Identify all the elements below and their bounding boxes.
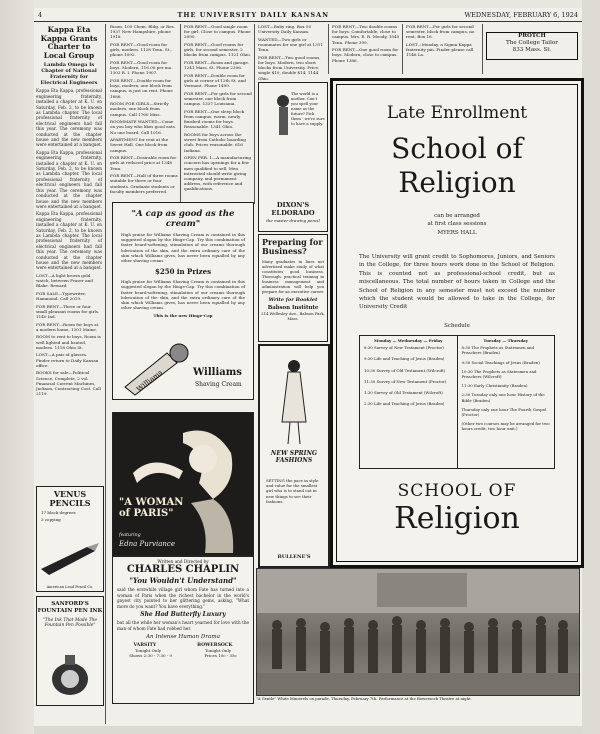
classified-ad: LOST—Monday, a Sigma Kappa fraternity pin. Finder please call 1146 La.: [406, 42, 474, 58]
photo-caption: "A Gentle" White Minstrels on parade, Thursday, February 7th. Performance at the Bowersock Theatre at night.: [256, 696, 472, 701]
course-entry: 11:30 Survey of New Testament (Proctor): [364, 378, 447, 384]
williams-body-cont: High praise for Williams Shaving Cream is contained in this suggested slogan by the Hinge-Cap. Try this combination of faster beard-softening, stimulation of our creams thorough lubrication of the skin, and the extra ordinary care of the skin which Williams gives, has never been equalled by any other shaving cream.: [121, 279, 245, 311]
column-rule: [180, 24, 181, 204]
classified-ad: FOR RENT—Good room for girls, modern. 1128 Tenn. St., phone 1092.: [110, 42, 172, 58]
classified-ad: FOR RENT—Good rooms for girls, for second semester, 2 blocks from campus. 1121 Ohio.: [184, 42, 251, 58]
williams-headline: "A cap as good as the cream": [131, 209, 235, 229]
credit-paragraph: The University will grant credit to Sophomores, Juniors, and Seniors in the College, for three hours work done in the School of Religion. This is counted not as professional-school credit, but as miscellaneous. The total number of hours taken in College and the School of Religion in any semester must not exceed the number which the student would be allowed to take in the College, for University Credit: [359, 254, 555, 311]
kappa-subhead: Lambda Omega Is Chapter of National Fraternity for Electrical Engineers: [40, 62, 98, 87]
fashion-title: NEW SPRING FASHIONS: [270, 450, 318, 464]
classifieds-column-4: [332, 24, 400, 76]
classified-ad: FOR RENT—One good room for boys. Modern, close to campus. Phone 1386.: [332, 47, 399, 63]
classified-ad: FOR RENT—Double room for girls at corner of 12th St. and Vermont. Phone 1499.: [184, 72, 246, 89]
issue-date: WEDNESDAY, FEBRUARY 6, 1924: [464, 10, 578, 19]
dixon-body: The world is a mother. Can't you spell your name as the future? Pick them - we're sure to have a supply.: [291, 91, 325, 126]
course-entry: 2:30 Tuesday only one hour History of the Bible (Braden): [461, 392, 545, 403]
williams-body: High praise for Williams Shaving Cream is contained in this suggested slogan by the Hinge-Cap. Try this combination of faster beard-softening, stimulation of our creams thorough lubrication of the skin, and the extra ordinary care of the skin which Williams gives, has never been equalled by any other shaving cream.: [121, 232, 245, 264]
newspaper-page: [34, 8, 582, 726]
course-entry: 10:30 Survey of Old Testament (Wilcroft): [364, 367, 446, 373]
classified-ad: FOR RENT—For girls for second semester, one block from campus. 1337 Louisiana.: [184, 90, 252, 107]
late-enrollment-heading: Late Enrollment: [386, 103, 528, 123]
scan-edge-left: [0, 0, 34, 734]
schedule-title: Schedule: [444, 323, 470, 329]
school-of-religion-ad: [330, 78, 584, 568]
fashion-body: SETTING the pace in style and value for the smallest girl who is to stand out in new things to see their fashions.: [266, 478, 319, 504]
theater-name: BOWERSOCK: [197, 642, 233, 648]
tt-column: [457, 336, 555, 468]
kappa-article: [36, 24, 102, 484]
preparing-write: Write for Booklet: [268, 297, 318, 303]
first-class-sessions: at first class sessions: [427, 221, 487, 227]
sanfords-title: SANFORD'S FOUNTAIN PEN INK: [37, 601, 103, 614]
protch-address: 833 Mass. St.: [512, 47, 552, 53]
williams-note: This is the new Hinge-Cap: [153, 313, 213, 319]
religion-footer: Religion: [394, 501, 520, 536]
page-number: 4: [38, 10, 43, 19]
myers-hall: MYERS HALL: [437, 230, 477, 236]
school-of-footer: SCHOOL OF: [397, 481, 517, 501]
course-entry: 8:30 Survey of New Testament (Proctor): [364, 345, 444, 351]
fashion-figure-illustration: [262, 352, 326, 448]
dixon-brand: DIXON'S ELDORADO: [271, 201, 315, 217]
williams-brand: Williams: [193, 367, 242, 378]
scan-edge-bottom: [34, 726, 582, 734]
charlie-chaplin-film-ad: [112, 556, 254, 704]
classified-ad: FOR RENT—Double room for boys, modern, one block from campus, is just on rent. Phone 1886.: [110, 78, 173, 99]
classifieds-column-5: [406, 24, 480, 76]
minstrels-parade-photo: [256, 568, 580, 696]
theater-time: Tonight Only: [204, 647, 232, 653]
course-entry: 2:30 Life and Teaching of Jesus (Braden): [364, 401, 445, 407]
lost-found-item: FOR RENT—Room for boys at a modern home, 1301 Maine.: [36, 321, 99, 332]
film-luxury-heading: She Had Butterfly Luxury: [140, 611, 226, 619]
film-featuring: featuring: [119, 533, 141, 538]
venus-pencils-ad: [36, 486, 104, 592]
williams-shaving-cream-ad: [112, 202, 254, 400]
kappa-body-cont: Kappa Eta Kappa, professional engineering fraternity, installed a chapter at K. U. on Saturday, Feb. 2, to be known as Lambda chapter. The local professional fraternity of electrical engineers had fall this year. The ceremony was conducted at the chapter house and the new members were entertained at a banquet.: [36, 211, 102, 271]
classified-ad: ROOMMATE WANTED—Come on you boy who likes good eats. No one board. Call 1016.: [110, 119, 177, 135]
lost-found-item: LOST—A light brown gold watch, between Fraser and Blake. Reward.: [36, 272, 93, 289]
babson-address: 214 Wellesley Ave., Babson Park, Mass.: [261, 311, 325, 321]
babson-institute-ad: [258, 234, 328, 342]
course-entry: 1:30 Survey of Old Testament (Wilcroft): [364, 390, 443, 396]
classified-ad: Room, 105 Chem. Bldg. or Res. 1937 New Hampshire, phone 1918.: [110, 24, 176, 40]
film-tagline: "You Wouldn't Understand": [129, 576, 237, 585]
course-entry: 10:30 The Prophets as Statesmen and Preachers (Wilcroft): [461, 368, 537, 380]
classifieds-column-1: [110, 24, 178, 200]
classified-ad: LOST—Ruby ring. Box 50 University Daily Kansan.: [258, 24, 312, 35]
can-be-arranged: can be arranged: [434, 213, 480, 219]
religion-heading: Religion: [398, 166, 516, 199]
column-rule: [402, 24, 403, 74]
theater-name: VARSITY: [133, 642, 157, 648]
film-star: Edna Purviance: [119, 540, 175, 548]
classified-ad: FOR RENT—Good room for boys. Modern, 116.00 per mo. 1302 R. I. Phone 1907.: [110, 60, 173, 76]
classifieds-column-3: [258, 24, 326, 81]
course-entry: Thursday only one hour The Fourth Gospel (Proctor): [461, 406, 547, 418]
masthead: [34, 8, 582, 22]
course-entry: 9:30 Life and Teaching of Jesus (Braden): [364, 356, 445, 362]
newspaper-title: THE UNIVERSITY DAILY KANSAN: [177, 10, 330, 19]
schedule-table: [359, 335, 555, 469]
dixon-eldorado-ad: [258, 82, 328, 232]
venus-company: American Lead Pencil Co.: [46, 585, 94, 589]
classified-ad: ROOMS for boys across the street from Catholic boarding club. Prices reasonable. 616 Indiana.: [184, 132, 246, 153]
sanfords-ink-ad: [36, 596, 104, 706]
preparing-body: Many graduates in lines not advertised make study of what constitutes good business. Thorough, practical training in business management and administration will help you prepare for an executive career.: [262, 259, 324, 294]
sanfords-slogan: "The Ink That Made The Fountain Pen Possible": [42, 618, 98, 629]
lost-found-item: FOR RENT—Three or four small pleasant rooms for girls. 1140 Ind.: [36, 303, 100, 319]
course-entry: 8:30 The Prophets as Statesmen and Preachers (Braden): [461, 345, 535, 356]
show-times: Shows 2:30 - 7:30 - 9: [129, 652, 172, 658]
ticket-prices: Prices 10c - 35c: [204, 652, 237, 658]
classified-ad: FOR RENT—Two good rooms, for boys. Modern, two short blocks from University. Price, single $10, double $14. 1144 Ohio.: [258, 54, 321, 81]
svg-text:Williams: Williams: [135, 368, 165, 394]
classified-ad: FOR RENT—Two double rooms for boys. Comfortable, close to campus. Mrs. E. R. Moody, 1545 Tenn. Phone 399.: [332, 24, 400, 45]
classified-ad: WANTED—Two girls or roommates for one girl at 1311 Tenn.: [258, 36, 323, 53]
woman-of-paris-illustration: [112, 412, 254, 556]
venus-line: 3 copying: [41, 517, 61, 522]
column-rule: [105, 24, 106, 724]
kappa-body-cont: Kappa Eta Kappa, professional engineering fraternity, installed a chapter at K. U. on Saturday, Feb. 2, to be known as Lambda chapter. The local professional fraternity of electrical engineers had fall this year. The ceremony was conducted at the chapter house and the new members were entertained at a banquet.: [36, 149, 102, 209]
venus-title: VENUS PENCILS: [49, 489, 91, 508]
mwf-column: [360, 336, 457, 468]
school-of-heading: School of: [391, 132, 523, 165]
classified-ad: OPEN FEB. 1—A manufacturing concern has openings for a few men qualified to sell. Men interested should write giving company, and permanent address, with reference and qualifications.: [184, 155, 252, 192]
crowd-photo-illustration: [257, 569, 579, 695]
lost-found-list: [36, 273, 102, 397]
film-luxury-body: but all the while her woman's heart yearned for love with the man of whom Fate had robbed her.: [117, 620, 249, 631]
venus-line: 17 black degrees: [41, 510, 76, 515]
classified-ad: FOR RENT—Half of three rooms suitable for three or four students. Graduate students or faculty members preferred.: [110, 173, 178, 194]
williams-prize: $250 in Prizes: [154, 267, 212, 277]
schedule-footnote: (Other two courses may be arranged for two hours credit, two hour unit.): [461, 421, 550, 432]
film-drama: An Intense Human Drama: [146, 633, 220, 640]
theater-time: Tonight Only: [134, 647, 162, 653]
babson-institute-name: Babson Institute: [267, 305, 319, 311]
lost-found-item: BOOKS for sale—Political Science, Complete, 2 vol. Financial Current Machines, Jackson, Contracting Cost. Call 2119.: [36, 370, 101, 397]
course-entry: 9:30 Social Teachings of Jesus (Braden): [461, 359, 540, 365]
film-title: "A WOMAN of PARIS": [119, 497, 184, 519]
film-body: said the erstwhile village girl whom Fate has turned into a woman of Paris when the richest bachelor in the world's gayest city pointed to her glittering gems, asking, "What more do you want? You have everything.": [117, 587, 249, 609]
williams-subtitle: Shaving Cream: [195, 381, 242, 388]
spring-fashions-ad: [258, 344, 330, 568]
classified-ad: FOR RENT—One sleep block from campus, warm, newly finished rooms for boys. Reasonable. 1341 Ohio.: [184, 108, 245, 130]
kappa-headline: Kappa Eta Kappa Grants Charter to Local Group: [40, 25, 98, 60]
classified-ad: ROOM FOR GIRLS—Strictly modern, one block from campus. Call 1760 Miss.: [110, 101, 169, 117]
preparing-title: Preparing for Business?: [262, 237, 323, 256]
column-rule: [328, 24, 329, 74]
classified-ad: FOR RENT—Room and garage. 1241 Mass. St. Phone 2306.: [184, 60, 250, 71]
classified-ad: APARTMENT for rent at the Sweet Hall. One block from campus.: [110, 137, 169, 153]
tt-header: Tuesday — Thursday: [483, 338, 528, 343]
column-rule: [482, 24, 483, 74]
course-entry: 11:30 Early Christianity (Braden): [461, 383, 528, 389]
classified-ad: FOR RENT—Desirable room for girls at reduced price at 1348 Tenn.: [110, 155, 177, 171]
classified-ad: FOR RENT—Good single room for girl. Close to campus. Phone 2090.: [184, 24, 251, 40]
shaving-cream-tube-icon: [119, 339, 189, 395]
classified-ad: FOR RENT—For girls for second semester, block from campus, no rent, Box 16.: [406, 24, 475, 40]
protch-tagline: The College Tailor: [506, 40, 558, 46]
store-name: BULLENE'S: [277, 554, 311, 560]
kappa-body: Kappa Eta Kappa, professional engineering fraternity, installed a chapter at K. U. on Saturday, Feb. 2, to be known as Lambda chapter. The local professional fraternity of electrical engineers had fall this year. The ceremony was conducted at the chapter house and the new members were entertained at a banquet.: [36, 88, 102, 148]
protch-name: PROTCH: [518, 33, 546, 39]
dixon-subtitle: the master drawing pencil: [266, 218, 320, 223]
lost-found-item: ROOM to rent to boys. Room is well lighted and heated, modern. 1118 Ohio St.: [36, 334, 101, 350]
mwf-header: Monday — Wednesday — Friday: [374, 338, 443, 343]
film-credit: Written and Directed by: [157, 559, 209, 564]
protch-tailor-ad: [486, 32, 578, 60]
pencil-icon: [37, 539, 103, 579]
classifieds-column-2: [184, 24, 252, 200]
lost-found-item: LOST—A pair of glasses. Finder return to Daily Kansan office.: [36, 352, 99, 368]
column-rule: [254, 24, 255, 204]
scan-edge-right: [582, 0, 600, 734]
lost-found-item: FOR SALE—Typewriter, Hammond. Call 2019.: [36, 290, 86, 301]
film-director: CHARLES CHAPLIN: [126, 564, 240, 575]
ink-bottle-icon: [37, 649, 103, 699]
